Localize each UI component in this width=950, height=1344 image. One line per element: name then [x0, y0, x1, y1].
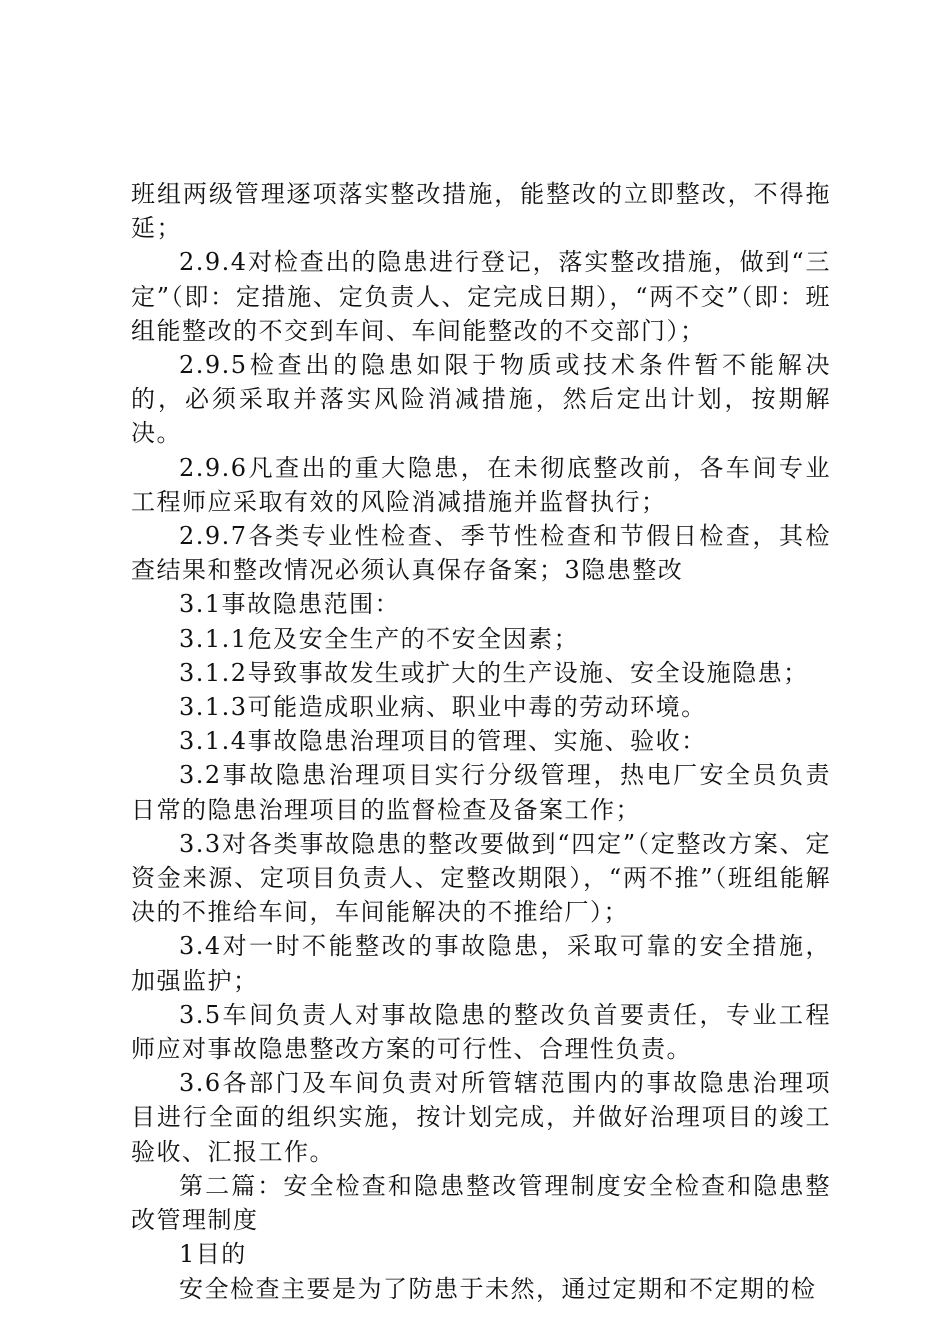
paragraph: 2.9.5检查出的隐患如限于物质或技术条件暂不能解决的，必须采取并落实风险消减措施，然后定出计划，按期解决。: [131, 351, 831, 448]
paragraph: 3.1.1危及安全生产的不安全因素；: [179, 624, 580, 653]
paragraph: 安全检查主要是为了防患于未然，通过定期和不定期的检: [179, 1274, 817, 1303]
document-body: [131, 177, 831, 1306]
paragraph: 3.5车间负责人对事故隐患的整改负首要责任，专业工程师应对事故隐患整改方案的可行性、合理性负责。: [131, 1000, 831, 1064]
paragraph: 3.1.4事故隐患治理项目的管理、实施、验收：: [179, 727, 707, 756]
paragraph: 2.9.7各类专业性检查、季节性检查和节假日检查，其检查结果和整改情况必须认真保存备案；3隐患整改: [131, 522, 831, 585]
paragraph: 3.6各部门及车间负责对所管辖范围内的事故隐患治理项目进行全面的组织实施，按计划完成，并做好治理项目的竣工验收、汇报工作。: [131, 1069, 831, 1166]
paragraph: 2.9.4对检查出的隐患进行登记，落实整改措施，做到“三定”（即：定措施、定负责人、定完成日期），“两不交”（即：班组能整改的不交到车间、车间能整改的不交部门）；: [131, 248, 831, 345]
paragraph: 3.3对各类事故隐患的整改要做到“四定”（定整改方案、定资金来源、定项目负责人、定整改期限），“两不推”（班组能解决的不推给车间，车间能解决的不推给厂）；: [131, 829, 831, 927]
paragraph: 3.1.2导致事故发生或扩大的生产设施、安全设施隐患；: [179, 658, 809, 687]
section-heading: 1目的: [179, 1240, 247, 1269]
paragraph: 3.1事故隐患范围：: [179, 590, 401, 619]
paragraph: 3.4对一时不能整改的事故隐患，采取可靠的安全措施，加强监护；: [131, 932, 831, 995]
paragraph: 3.1.3可能造成职业病、职业中毒的劳动环境。: [179, 693, 707, 722]
paragraph: 3.2事故隐患治理项目实行分级管理，热电厂安全员负责日常的隐患治理项目的监督检查及备案工作；: [131, 761, 831, 824]
paragraph: 班组两级管理逐项落实整改措施，能整改的立即整改，不得拖延；: [131, 180, 831, 243]
section-heading: 第二篇：安全检查和隐患整改管理制度安全检查和隐患整改管理制度: [131, 1171, 831, 1235]
paragraph: 2.9.6凡查出的重大隐患，在未彻底整改前，各车间专业工程师应采取有效的风险消减措施并监督执行；: [131, 453, 831, 516]
